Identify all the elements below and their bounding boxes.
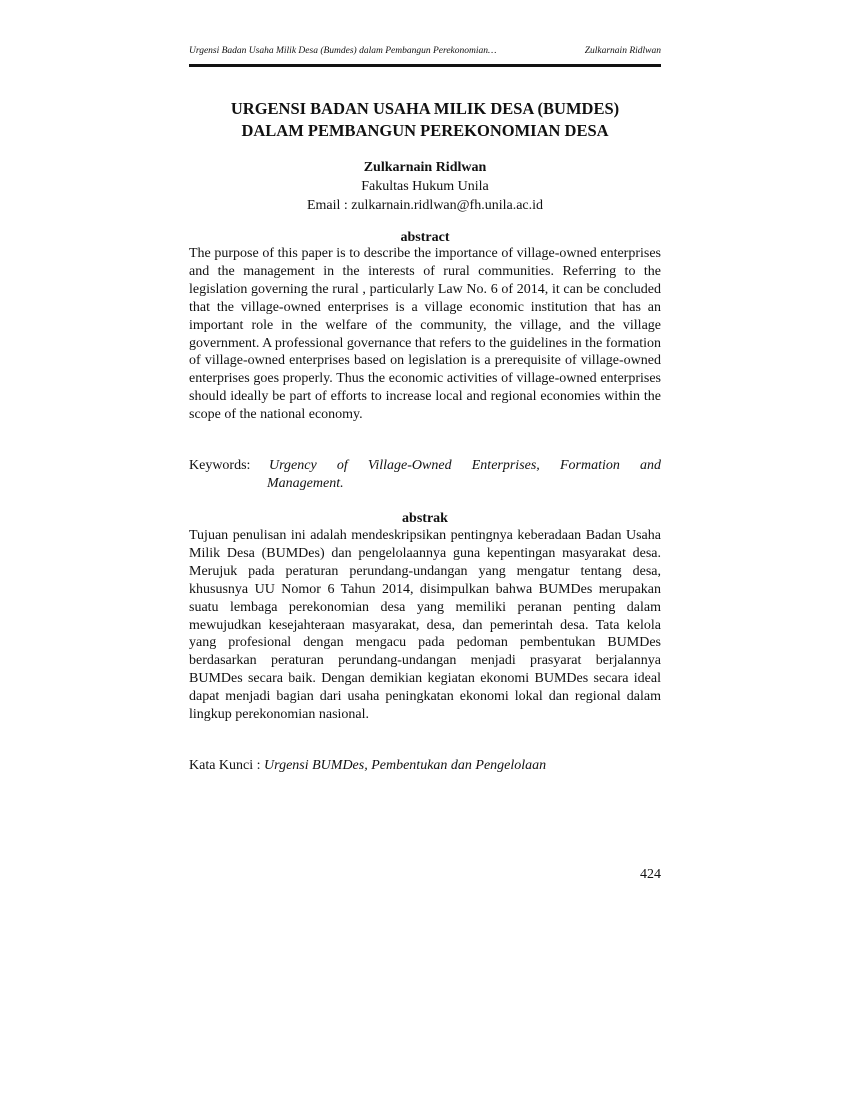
kata-kunci-value: Urgensi BUMDes, Pembentukan dan Pengelolaan [264, 758, 547, 773]
paper-title [189, 98, 661, 142]
abstract-heading: abstract [400, 230, 450, 245]
paper-title-line-1: URGENSI BADAN USAHA MILIK DESA (BUMDES) [230, 99, 620, 118]
keywords-value: Urgency of Village-Owned Enterprises, Formation and [269, 458, 661, 473]
header-rule [189, 64, 661, 67]
abstract-text: The purpose of this paper is to describe the importance of village-owned enterprises and the management in the interests of rural communities. Referring to the legislation governing the rural , particularly Law No. 6 of 2014, it can be concluded that the village-owned enterprises is a village economic institution that has an important role in the welfare of the community, the village, and the village government. A professional governance that refers to the guidelines in the formation of village-owned enterprises based on legislation is a prerequisite of village-owned enterprises goes properly. Thus the economic activities of village-owned enterprises should ideally be part of efforts to increase local and regional economies within the scope of the national economy. [189, 246, 661, 423]
author-name: Zulkarnain Ridlwan [363, 160, 487, 175]
author-block [189, 158, 661, 215]
keywords-value-continued: Management. [267, 476, 344, 491]
paper-title-line-2: DALAM PEMBANGUN PEREKONOMIAN DESA [241, 121, 609, 140]
author-email: Email : zulkarnain.ridlwan@fh.unila.ac.id [306, 198, 544, 213]
running-head-title: Urgensi Badan Usaha Milik Desa (Bumdes) dalam Pembangun Perekonomian… [189, 46, 497, 56]
page-number: 424 [640, 867, 661, 882]
abstrak-heading: abstrak [402, 511, 448, 526]
kata-kunci-label: Kata Kunci : [189, 758, 265, 773]
running-head-author: Zulkarnain Ridlwan [584, 46, 661, 56]
kata-kunci-block [189, 757, 661, 775]
abstrak-text: Tujuan penulisan ini adalah mendeskripsikan pentingnya keberadaan Badan Usaha Milik Desa (BUMDes) dan pengelolaannya guna kepentingan masyarakat desa. Merujuk pada peraturan perundang-undangan yang mengatur tentang desa, khususnya UU Nomor 6 Tahun 2014, disimpulkan bahwa BUMDes merupakan suatu lembaga perekonomian desa yang memiliki peranan penting dalam mewujudkan kesejahteraan masyarakat, desa, dan pemerintah desa. Tata kelola yang profesional dengan mengacu pada pedoman pembentukan BUMDes berdasarkan peraturan perundang-undangan menjadi prasyarat berjalannya BUMDes secara baik. Dengan demikian kegiatan ekonomi BUMDes secara ideal dapat menjadi bagian dari usaha peningkatan ekonomi lokal dan regional dalam lingkup perekonomian nasional. [189, 528, 661, 723]
running-header [189, 45, 661, 57]
author-affiliation: Fakultas Hukum Unila [361, 179, 489, 194]
keywords-label: Keywords: [189, 458, 251, 473]
keywords-block [189, 457, 661, 493]
